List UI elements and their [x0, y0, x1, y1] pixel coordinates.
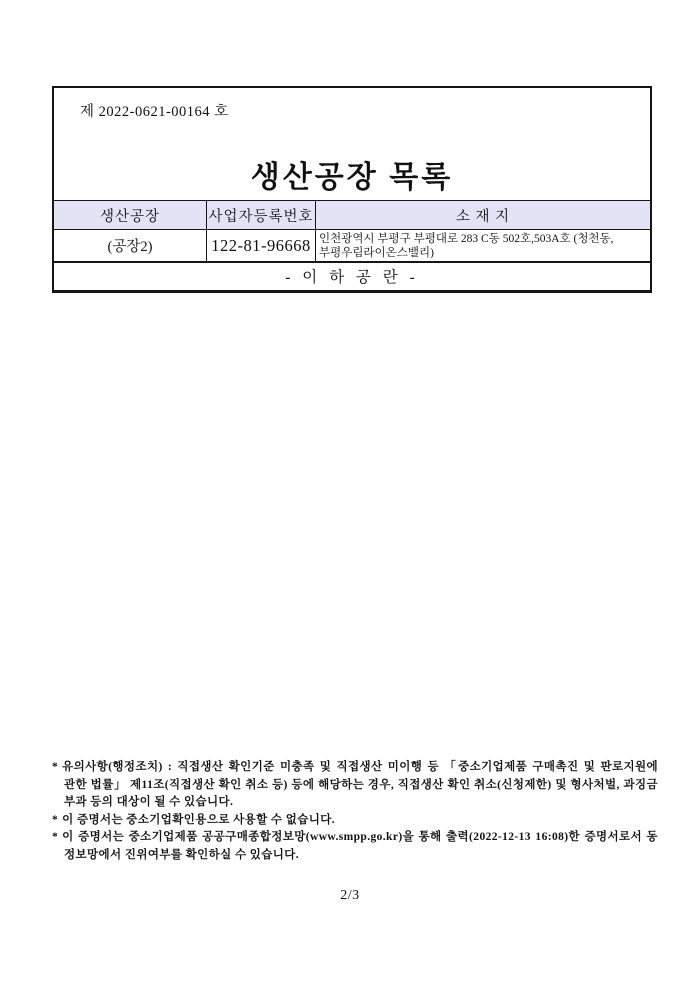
note-item	[52, 759, 658, 812]
note-text: 이 증명서는 중소기업확인용으로 사용할 수 없습니다.	[62, 813, 336, 826]
note-item	[52, 829, 658, 864]
column-header-factory: 생산공장	[54, 200, 206, 229]
factory-table	[54, 200, 650, 288]
note-item	[52, 812, 658, 830]
certificate-title: 생산공장 목록	[250, 161, 454, 194]
note-bullet: *	[52, 813, 59, 826]
certificate-header	[54, 88, 650, 200]
note-text: 이 증명서는 중소기업제품 공공구매종합정보망(www.smpp.go.kr)을 통해 출력(2022-12-13 16:08)한 증명서로서 동 정보망에서 진위여부를 확인하실 수 있습니다.	[62, 831, 658, 861]
table-cell-business-reg-no: 122-81-96668	[206, 229, 315, 261]
table-footer-blank-below: - 이 하 공 란 -	[54, 261, 650, 288]
table-cell-address: 인천광역시 부평구 부평대로 283 C동 502호,503A호 (청천동, 부평우림라이온스밸리)	[315, 229, 650, 261]
note-bullet: *	[52, 761, 59, 773]
notes-section	[52, 759, 658, 864]
page-number: 2/3	[340, 888, 360, 903]
certificate-box	[52, 86, 652, 293]
note-text: 유의사항(행정조치) : 직접생산 확인기준 미충족 및 직접생산 미이행 등 「중소기업제품 구매촉진 및 판로지원에 관한 법률」 제11조(직접생산 확인 취소 등) 등에 해당하는 경우, 직접생산 확인 취소(신청제한) 및 형사처벌, 과징금 부과 등의 대상이 될 수 있습니다.	[62, 761, 658, 808]
table-cell-factory: (공장2)	[54, 229, 206, 261]
note-bullet: *	[52, 831, 59, 843]
column-header-address: 소 재 지	[315, 200, 650, 229]
column-header-business-reg-no: 사업자등록번호	[206, 200, 315, 229]
document-number: 제 2022-0621-00164 호	[80, 104, 229, 120]
